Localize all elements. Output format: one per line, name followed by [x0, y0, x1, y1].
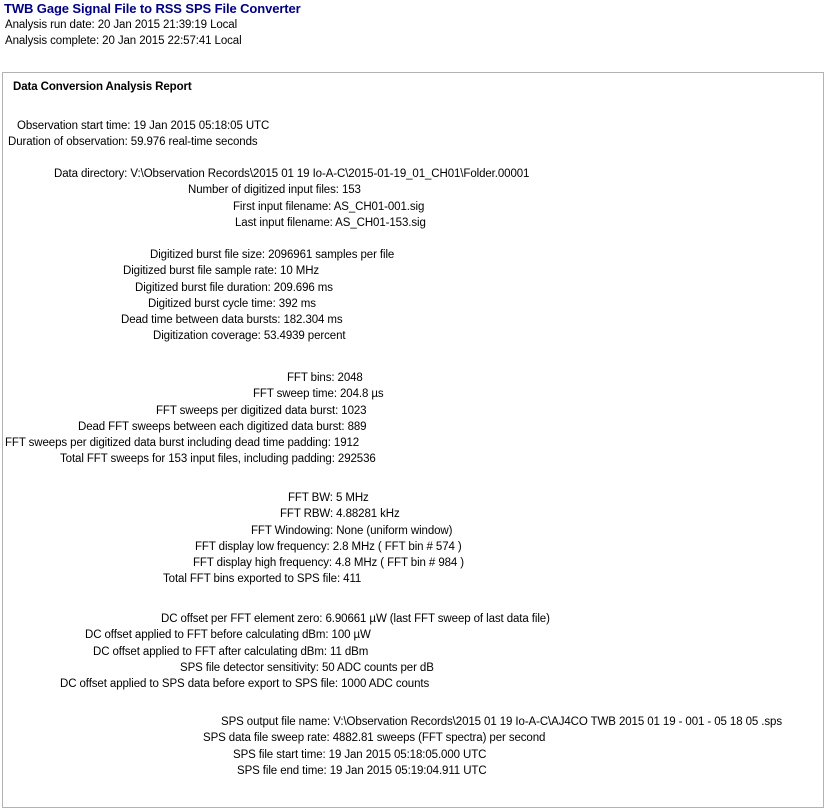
- fft-sweep-time-line: FFT sweep time: 204.8 µs: [253, 388, 384, 401]
- dead-time-line: Dead time between data bursts: 182.304 ms: [121, 314, 343, 327]
- sps-output-file-name-line: SPS output file name: V:\Observation Records\2015 01 19 Io-A-C\AJ4CO TWB 2015 01 19 - 001 - 05 18 05 .sps: [221, 716, 782, 728]
- fft-bins-exported-line: Total FFT bins exported to SPS file: 411: [163, 573, 362, 586]
- burst-sample-rate-line: Digitized burst file sample rate: 10 MHz: [123, 265, 320, 278]
- total-fft-sweeps-line: Total FFT sweeps for 153 input files, including padding: 292536: [60, 453, 376, 466]
- dc-offset-before-dbm-line: DC offset applied to FFT before calculating dBm: 100 µW: [85, 629, 371, 642]
- observation-group: [3, 118, 823, 151]
- observation-duration-line: Duration of observation: 59.976 real-time seconds: [8, 136, 258, 149]
- fft-settings-group: [3, 490, 823, 588]
- dc-offset-element-zero-line: DC offset per FFT element zero: 6.90661 µW (last FFT sweep of last data file): [161, 613, 550, 625]
- input-file-count-line: Number of digitized input files: 153: [188, 184, 361, 197]
- burst-cycle-time-line: Digitized burst cycle time: 392 ms: [148, 297, 316, 310]
- fft-sweeps-padded-line: FFT sweeps per digitized data burst including dead time padding: 1912: [5, 437, 360, 450]
- sps-start-time-line: SPS file start time: 19 Jan 2015 05:18:05.000 UTC: [233, 748, 487, 761]
- analysis-complete-date: Analysis complete: 20 Jan 2015 22:57:41 Local: [5, 35, 242, 47]
- analysis-run-date: Analysis run date: 20 Jan 2015 21:39:19 Local: [5, 19, 238, 31]
- data-directory-line: Data directory: V:\Observation Records\2015 01 19 Io-A-C\2015-01-19_01_CH01\Folder.00001: [54, 168, 530, 180]
- dc-offset-group: [3, 611, 823, 692]
- sps-detector-sensitivity-line: SPS file detector sensitivity: 50 ADC counts per dB: [180, 661, 434, 674]
- fft-bw-line: FFT BW: 5 MHz: [288, 492, 369, 504]
- fft-bins-line: FFT bins: 2048: [287, 372, 363, 384]
- report-heading: Data Conversion Analysis Report: [13, 81, 192, 93]
- dc-offset-sps-export-line: DC offset applied to SPS data before export to SPS file: 1000 ADC counts: [60, 678, 430, 691]
- burst-file-size-line: Digitized burst file size: 2096961 samples per file: [150, 249, 395, 261]
- dead-fft-sweeps-line: Dead FFT sweeps between each digitized data burst: 889: [78, 420, 367, 433]
- observation-start-time-line: Observation start time: 19 Jan 2015 05:18:05 UTC: [17, 120, 270, 132]
- burst-duration-line: Digitized burst file duration: 209.696 ms: [135, 281, 333, 294]
- fft-sweeps-group: [3, 370, 823, 468]
- dc-offset-after-dbm-line: DC offset applied to FFT after calculating dBm: 11 dBm: [93, 645, 369, 658]
- sps-sweep-rate-line: SPS data file sweep rate: 4882.81 sweeps (FFT spectra) per second: [203, 732, 546, 745]
- report-panel: [2, 72, 824, 808]
- sps-output-group: [3, 714, 823, 779]
- first-input-filename-line: First input filename: AS_CH01-001.sig: [233, 200, 425, 213]
- fft-windowing-line: FFT Windowing: None (uniform window): [251, 524, 453, 537]
- sps-end-time-line: SPS file end time: 19 Jan 2015 05:19:04.911 UTC: [237, 764, 487, 777]
- fft-sweeps-per-burst-line: FFT sweeps per digitized data burst: 1023: [156, 404, 367, 417]
- last-input-filename-line: Last input filename: AS_CH01-153.sig: [235, 216, 426, 229]
- digitized-burst-group: [3, 247, 823, 345]
- fft-rbw-line: FFT RBW: 4.88281 kHz: [280, 508, 400, 521]
- app-title: TWB Gage Signal File to RSS SPS File Converter: [4, 1, 301, 16]
- fft-display-low-freq-line: FFT display low frequency: 2.8 MHz ( FFT bin # 574 ): [195, 540, 462, 553]
- input-files-group: [3, 166, 823, 231]
- digitization-coverage-line: Digitization coverage: 53.4939 percent: [153, 330, 346, 343]
- fft-display-high-freq-line: FFT display high frequency: 4.8 MHz ( FFT bin # 984 ): [193, 557, 465, 570]
